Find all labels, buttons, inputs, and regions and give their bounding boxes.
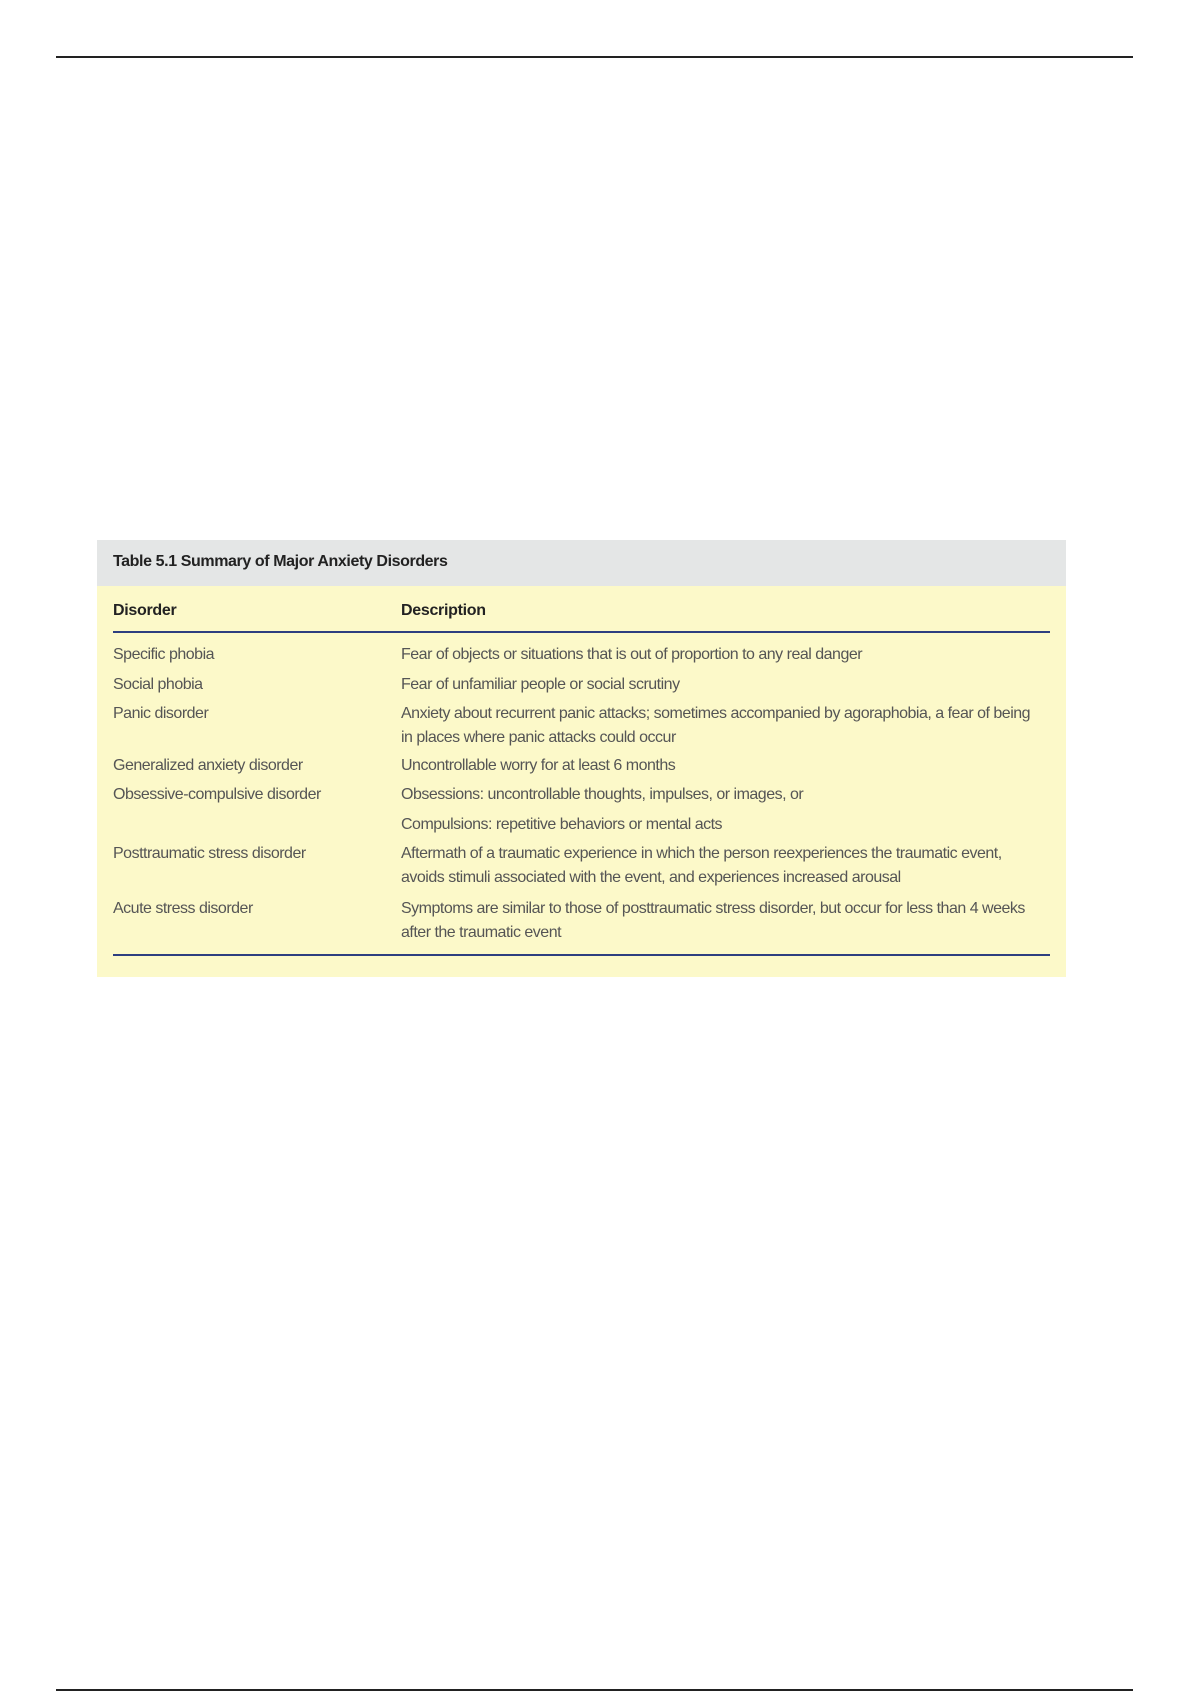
table-cell-description: in places where panic attacks could occur — [401, 729, 676, 746]
table-cell-description: Symptoms are similar to those of posttraumatic stress disorder, but occur for less than 4 weeks — [401, 900, 1025, 917]
table-cell-disorder: Specific phobia — [113, 646, 215, 663]
table-caption-bar — [97, 540, 1066, 586]
table-cell-description: avoids stimuli associated with the event, and experiences increased arousal — [401, 869, 901, 886]
table-bottom-rule — [113, 954, 1050, 956]
table-header-disorder: Disorder — [113, 602, 177, 619]
table-cell-description: Fear of objects or situations that is out of proportion to any real danger — [401, 646, 863, 663]
table-cell-description: Uncontrollable worry for at least 6 months — [401, 757, 676, 774]
table-caption: Table 5.1 Summary of Major Anxiety Disorders — [113, 553, 448, 570]
table-cell-disorder: Social phobia — [113, 676, 203, 693]
table-cell-disorder: Generalized anxiety disorder — [113, 757, 303, 774]
table-cell-description: Obsessions: uncontrollable thoughts, impulses, or images, or — [401, 786, 804, 803]
table-cell-description: Compulsions: repetitive behaviors or mental acts — [401, 816, 723, 833]
table-header-description: Description — [401, 602, 486, 619]
table-header-rule — [113, 631, 1050, 633]
table-cell-description: after the traumatic event — [401, 924, 562, 941]
table-cell-disorder: Panic disorder — [113, 705, 209, 722]
bottom-rule — [56, 1689, 1133, 1691]
table-cell-description: Anxiety about recurrent panic attacks; sometimes accompanied by agoraphobia, a fear of being — [401, 705, 1031, 722]
table-cell-disorder: Posttraumatic stress disorder — [113, 845, 306, 862]
table-cell-description: Fear of unfamiliar people or social scrutiny — [401, 676, 680, 693]
anxiety-disorders-table — [97, 540, 1066, 977]
table-cell-description: Aftermath of a traumatic experience in which the person reexperiences the traumatic event, — [401, 845, 1002, 862]
table-cell-disorder: Acute stress disorder — [113, 900, 253, 917]
top-rule — [56, 56, 1133, 58]
table-cell-disorder: Obsessive-compulsive disorder — [113, 786, 321, 803]
